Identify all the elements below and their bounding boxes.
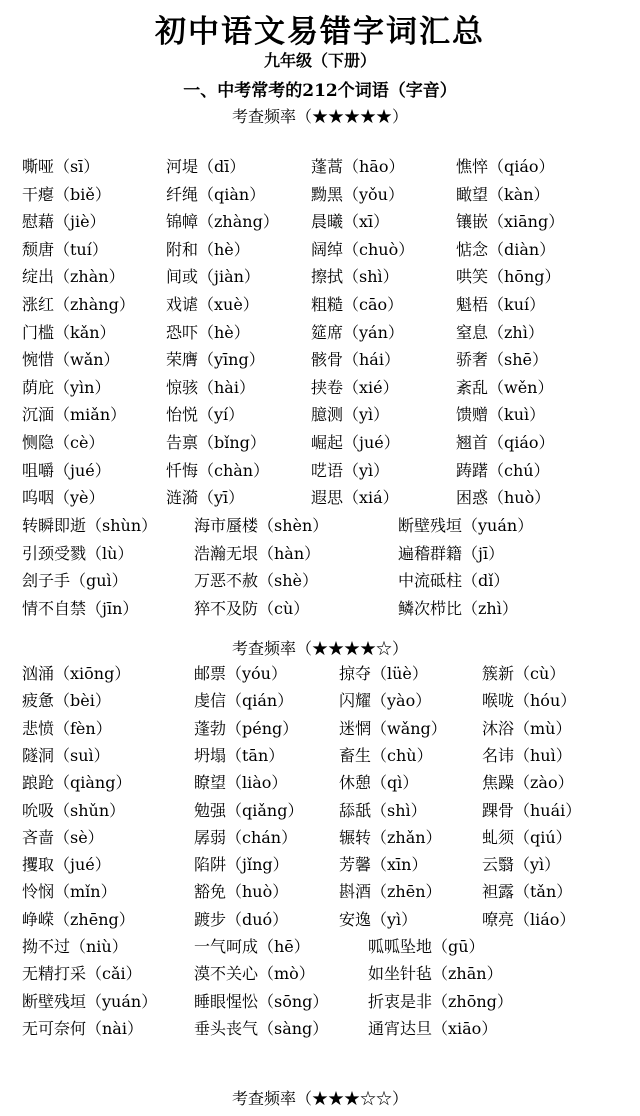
word-row xyxy=(0,488,640,515)
word-entry: 睡眼惺忪（sōng） xyxy=(194,991,329,1011)
idiom-row xyxy=(0,599,640,626)
word-entry: 焦躁（zào） xyxy=(482,773,574,793)
word-entry: 怡悦（yí） xyxy=(166,405,245,425)
word-entry: 沐浴（mù） xyxy=(482,718,572,738)
word-entry: 惦念（diàn） xyxy=(456,239,556,259)
word-entry: 纤绳（qiàn） xyxy=(166,184,266,204)
word-row xyxy=(0,910,640,937)
word-entry: 名讳（huì） xyxy=(482,745,572,765)
word-entry: 折衷是非（zhōng） xyxy=(368,991,513,1011)
word-entry: 吝啬（sè） xyxy=(22,827,104,847)
idiom-row xyxy=(0,1019,640,1046)
word-entry: 恐吓（hè） xyxy=(166,322,250,342)
word-row xyxy=(0,433,640,460)
word-entry: 憔悴（qiáo） xyxy=(456,157,555,176)
word-entry: 骸骨（hái） xyxy=(311,350,400,370)
word-entry: 挟卷（xié） xyxy=(311,377,399,397)
word-entry: 无可奈何（nài） xyxy=(22,1018,143,1038)
word-entry: 悲愤（fèn） xyxy=(22,718,112,738)
word-entry: 舔舐（shì） xyxy=(339,800,427,820)
word-entry: 蓬勃（péng） xyxy=(194,718,299,738)
word-row xyxy=(0,746,640,773)
word-entry: 浩瀚无垠（hàn） xyxy=(194,543,321,563)
word-entry: 翘首（qiáo） xyxy=(456,433,555,452)
word-entry: 万恶不赦（shè） xyxy=(194,571,318,591)
word-entry: 漠不关心（mò） xyxy=(194,964,315,984)
word-row xyxy=(0,157,640,184)
word-row xyxy=(0,828,640,855)
word-entry: 陷阱（jǐng） xyxy=(194,855,289,875)
word-entry: 无精打采（cǎi） xyxy=(22,964,142,984)
word-entry: 镶嵌（xiāng） xyxy=(456,212,565,232)
word-entry: 虬须（qiú） xyxy=(482,827,572,847)
word-entry: 窒息（zhì） xyxy=(456,322,544,342)
word-row xyxy=(0,185,640,212)
word-entry: 魁梧（kuí） xyxy=(456,295,546,314)
word-entry: 猝不及防（cù） xyxy=(194,598,310,618)
word-entry: 遍稽群籍（jī） xyxy=(398,543,505,563)
word-entry: 呜咽（yè） xyxy=(22,488,105,508)
word-entry: 畜生（chù） xyxy=(339,745,433,765)
word-row xyxy=(0,691,640,718)
word-entry: 拗不过（niù） xyxy=(22,937,128,956)
word-entry: 引颈受戮（lù） xyxy=(22,543,134,563)
word-entry: 晨曦（xī） xyxy=(311,212,390,232)
idiom-row xyxy=(0,544,640,571)
word-entry: 戏谑（xuè） xyxy=(166,295,259,314)
word-entry: 呱呱坠地（gū） xyxy=(368,937,485,956)
word-entry: 告禀（bǐng） xyxy=(166,433,266,452)
word-entry: 涟漪（yī） xyxy=(166,488,245,508)
word-row xyxy=(0,773,640,800)
word-entry: 粗糙（cāo） xyxy=(311,295,404,314)
idiom-row xyxy=(0,937,640,964)
word-entry: 攫取（jué） xyxy=(22,855,111,875)
idiom-row xyxy=(0,992,640,1019)
word-entry: 荫庇（yìn） xyxy=(22,377,111,397)
frequency-heading-5-star: 考查频率（★★★★★） xyxy=(231,107,408,126)
word-entry: 筵席（yán） xyxy=(311,322,404,342)
word-row xyxy=(0,295,640,322)
word-row xyxy=(0,212,640,239)
word-entry: 绽出（zhàn） xyxy=(22,267,125,287)
word-entry: 馈赠（kuì） xyxy=(456,405,546,425)
word-entry: 臆测（yì） xyxy=(311,405,390,425)
word-entry: 芳馨（xīn） xyxy=(339,855,428,875)
word-entry: 断壁残垣（yuán） xyxy=(398,516,534,535)
frequency-heading-3-star: 考查频率（★★★☆☆） xyxy=(231,1089,408,1108)
word-entry: 迷惘（wǎng） xyxy=(339,718,447,738)
word-entry: 哄笑（hōng） xyxy=(456,267,561,287)
word-entry: 辗转（zhǎn） xyxy=(339,827,442,847)
word-entry: 斟酒（zhēn） xyxy=(339,882,442,902)
word-entry: 踉跄（qiàng） xyxy=(22,773,132,793)
word-row xyxy=(0,855,640,882)
word-entry: 孱弱（chán） xyxy=(194,827,298,847)
document-title: 初中语文易错字词汇总 xyxy=(155,14,485,50)
idiom-row xyxy=(0,516,640,543)
word-row xyxy=(0,461,640,488)
word-entry: 休憩（qì） xyxy=(339,773,419,793)
word-row xyxy=(0,378,640,405)
word-entry: 掠夺（lüè） xyxy=(339,664,428,683)
idiom-row xyxy=(0,964,640,991)
word-entry: 间或（jiàn） xyxy=(166,267,260,287)
word-entry: 恻隐（cè） xyxy=(22,433,105,452)
word-entry: 云翳（yì） xyxy=(482,855,561,875)
word-entry: 瞰望（kàn） xyxy=(456,184,550,204)
word-entry: 隧洞（suì） xyxy=(22,745,110,765)
word-row xyxy=(0,882,640,909)
word-entry: 踱步（duó） xyxy=(194,909,289,929)
word-entry: 蓬蒿（hāo） xyxy=(311,157,405,176)
word-entry: 勉强（qiǎng） xyxy=(194,800,304,820)
word-entry: 嘹亮（liáo） xyxy=(482,909,576,929)
word-entry: 涨红（zhàng） xyxy=(22,295,135,314)
word-entry: 困惑（huò） xyxy=(456,488,551,508)
word-entry: 海市蜃楼（shèn） xyxy=(194,516,329,535)
word-entry: 闪耀（yào） xyxy=(339,691,432,711)
word-entry: 咀嚼（jué） xyxy=(22,460,111,480)
word-entry: 簇新（cù） xyxy=(482,664,566,683)
word-entry: 瞭望（liào） xyxy=(194,773,288,793)
word-entry: 吮吸（shǔn） xyxy=(22,800,126,820)
word-row xyxy=(0,240,640,267)
word-entry: 颓唐（tuí） xyxy=(22,239,108,259)
word-entry: 虔信（qián） xyxy=(194,691,294,711)
word-entry: 豁免（huò） xyxy=(194,882,289,902)
word-row xyxy=(0,719,640,746)
word-entry: 踝骨（huái） xyxy=(482,800,582,820)
word-entry: 沉湎（miǎn） xyxy=(22,405,127,425)
word-entry: 中流砥柱（dǐ） xyxy=(398,571,510,591)
word-entry: 荣膺（yīng） xyxy=(166,350,265,370)
word-row xyxy=(0,801,640,828)
word-entry: 河堤（dī） xyxy=(166,157,246,176)
word-entry: 干瘪（biě） xyxy=(22,184,111,204)
word-entry: 转瞬即逝（shùn） xyxy=(22,516,158,535)
word-entry: 汹涌（xiōng） xyxy=(22,664,131,683)
word-row xyxy=(0,267,640,294)
word-row xyxy=(0,664,640,691)
frequency-heading-4-star: 考查频率（★★★★☆） xyxy=(231,639,408,658)
word-entry: 门槛（kǎn） xyxy=(22,322,116,342)
word-entry: 喉咙（hóu） xyxy=(482,691,577,711)
word-entry: 疲惫（bèi） xyxy=(22,691,111,711)
word-entry: 骄奢（shē） xyxy=(456,350,548,370)
word-row xyxy=(0,323,640,350)
word-entry: 怜悯（mǐn） xyxy=(22,882,117,902)
word-entry: 附和（hè） xyxy=(166,239,250,259)
word-entry: 惋惜（wǎn） xyxy=(22,350,120,370)
word-entry: 黝黑（yǒu） xyxy=(311,184,404,204)
word-entry: 安逸（yì） xyxy=(339,909,418,929)
word-entry: 峥嵘（zhēng） xyxy=(22,909,135,929)
word-entry: 紊乱（wěn） xyxy=(456,377,554,397)
word-entry: 慰藉（jiè） xyxy=(22,212,106,232)
word-entry: 情不自禁（jīn） xyxy=(22,598,139,618)
word-entry: 邮票（yóu） xyxy=(194,664,287,683)
grade-subtitle: 九年级（下册） xyxy=(263,51,376,70)
word-entry: 锦幛（zhàng） xyxy=(166,212,279,232)
word-row xyxy=(0,405,640,432)
word-row xyxy=(0,350,640,377)
word-entry: 崛起（jué） xyxy=(311,433,400,452)
word-entry: 袒露（tǎn） xyxy=(482,882,573,902)
word-entry: 踌躇（chú） xyxy=(456,460,550,480)
word-entry: 鳞次栉比（zhì） xyxy=(398,598,518,618)
idiom-row xyxy=(0,571,640,598)
word-entry: 嘶哑（sī） xyxy=(22,157,100,176)
word-entry: 如坐针毡（zhān） xyxy=(368,964,503,984)
word-entry: 遐思（xiá） xyxy=(311,488,399,508)
word-entry: 通宵达旦（xiāo） xyxy=(368,1018,498,1038)
word-entry: 擦拭（shì） xyxy=(311,267,399,287)
section-heading: 一、中考常考的212个词语（字音） xyxy=(183,81,457,101)
word-entry: 阔绰（chuò） xyxy=(311,239,415,259)
word-entry: 刽子手（guì） xyxy=(22,571,128,591)
word-entry: 呓语（yì） xyxy=(311,460,390,480)
word-entry: 坍塌（tān） xyxy=(194,745,285,765)
word-entry: 忏悔（chàn） xyxy=(166,460,270,480)
word-entry: 惊骇（hài） xyxy=(166,377,255,397)
word-entry: 一气呵成（hē） xyxy=(194,937,310,956)
word-entry: 垂头丧气（sàng） xyxy=(194,1018,329,1038)
word-entry: 断壁残垣（yuán） xyxy=(22,991,158,1011)
